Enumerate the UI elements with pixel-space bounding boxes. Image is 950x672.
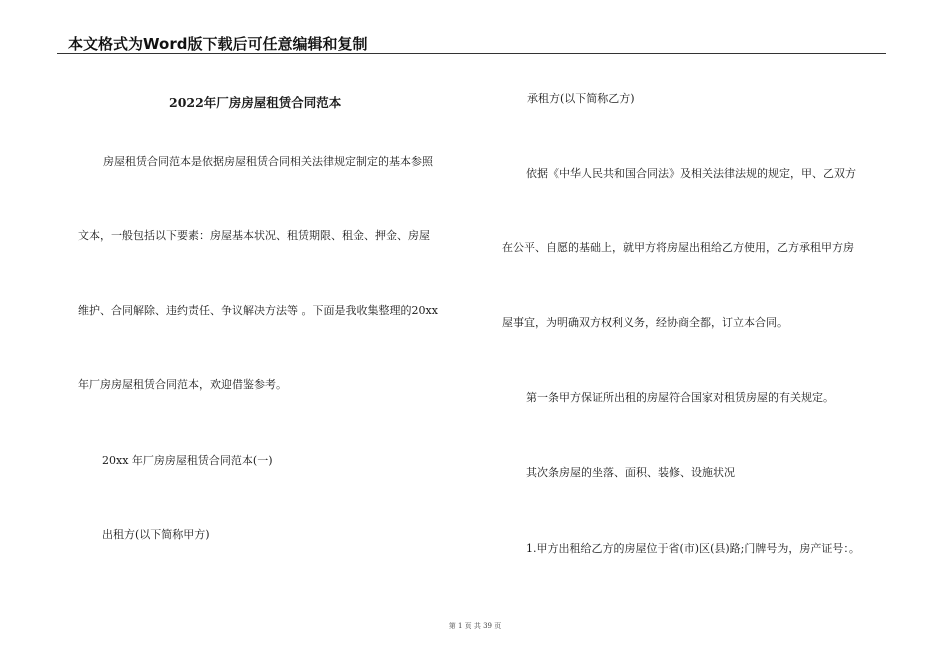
paragraph-line: 维护、合同解除、违约责任、争议解决方法等 。下面是我收集整理的20xx (78, 304, 438, 317)
paragraph-line: 1.甲方出租给乙方的房屋位于省(市)区(县)路;门牌号为，房产证号：。 (526, 542, 860, 555)
page-footer: 第 1 页 共 39 页 (448, 622, 502, 630)
section-heading: 20xx 年厂房房屋租赁合同范本(一) (102, 454, 273, 467)
paragraph-line: 依据《中华人民共和国合同法》及相关法律法规的规定，甲、乙双方 (526, 167, 856, 180)
document-title: 2022年厂房房屋租赁合同范本 (169, 95, 342, 110)
paragraph-line: 其次条房屋的坐落、面积、装修、设施状况 (526, 466, 735, 479)
paragraph-line: 房屋租赁合同范本是依据房屋租赁合同相关法律规定制定的基本参照 (103, 155, 433, 168)
header-banner: 本文格式为Word版下载后可任意编辑和复制 (68, 35, 368, 53)
paragraph-line: 屋事宜，为明确双方权利义务，经协商全都，订立本合同。 (502, 316, 788, 329)
paragraph-line: 在公平、自愿的基础上，就甲方将房屋出租给乙方使用，乙方承租甲方房 (502, 241, 854, 254)
paragraph-line: 第一条甲方保证所出租的房屋符合国家对租赁房屋的有关规定。 (526, 391, 834, 404)
paragraph-line: 年厂房房屋租赁合同范本，欢迎借鉴参考。 (78, 378, 287, 391)
paragraph-line: 承租方(以下简称乙方) (527, 92, 635, 105)
paragraph-line: 文本，一般包括以下要素：房屋基本状况、租赁期限、租金、押金、房屋 (78, 229, 430, 242)
header-divider (57, 53, 886, 54)
paragraph-line: 出租方(以下简称甲方) (102, 528, 210, 541)
